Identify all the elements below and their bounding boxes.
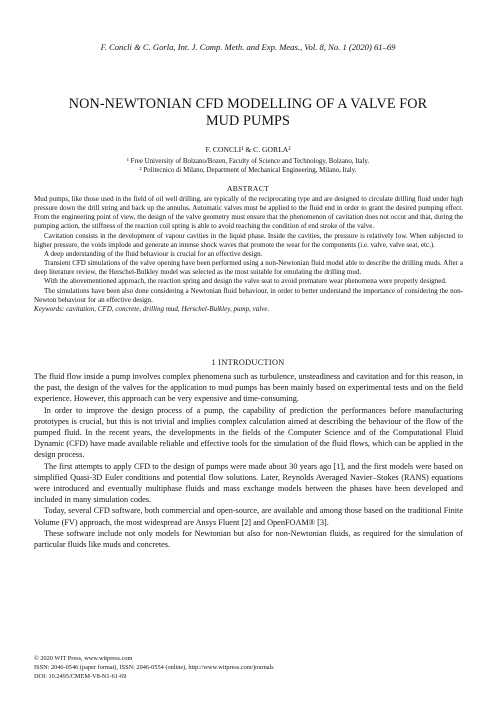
- abstract-paragraph: Mud pumps, like those used in the field of oil well drilling, are typically of the reciprocating type and are designed to circulate drilling fluid under high pressure down the drill string and back up the annulus. Automatic valves must be applied to the fluid end in order to grant the desired pumping effect. From the engineering point of view, the design of the valve geometry must ensure that the phenomenon of cavitation does not occur and that, during the pumping action, the stiffness of the reaction coil spring is able to avoid reaching the condition of end stroke of the valve.: [34, 195, 463, 231]
- abstract-paragraph: The simulations have been also done considering a Newtonian fluid behaviour, in order to better understand the importance of considering the non-Newton behaviour for an effective design.: [34, 286, 463, 304]
- affiliation-2: ² Politecnico di Milano, Department of Mechanical Engineering, Milano, Italy.: [139, 167, 357, 174]
- doi-line: DOI: 10.2495/CMEM-V8-N1-61-69: [34, 673, 127, 680]
- abstract-body: [34, 195, 463, 314]
- abstract-paragraph: Transient CFD simulations of the valve opening have been performed using a non-Newtonian fluid model able to describe the drilling muds. After a deep literature review, the Herschel-Bulkley model was selected as the most suitable for emulating the drilling mud.: [34, 259, 463, 277]
- copyright-line: © 2020 WIT Press, www.witpress.com: [34, 655, 133, 662]
- intro-paragraph: In order to improve the design process of a pump, the capability of prediction the performances before manufacturing prototypes is crucial, but this is not trivial and implies complex calculation aimed at describing the behaviour of the flow of the pumped fluid. In the recent years, the developments in the fields of the Computer Science and of the Computational Fluid Dynamic (CFD) have made available reliable and effective tools for the simulation of the fluid flows, which can be applied in the design process.: [34, 405, 463, 460]
- affiliation-1: ¹ Free University of Bolzano/Bozen, Faculty of Science and Technology, Bolzano, Italy.: [126, 158, 370, 165]
- abstract-paragraph: Cavitation consists in the development of vapour cavities in the liquid phase. Inside the cavities, the pressure is relatively low. When subjected to higher pressure, the voids implode and generate an intense shock waves that promote the wear for the components (i.e. valve, valve seat, etc.).: [34, 231, 463, 249]
- intro-paragraph: Today, several CFD software, both commercial and open-source, are available and among those based on the traditional Finite Volume (FV) approach, the most widespread are Ansys Fluent [2] and OpenFOAM® [3].: [34, 506, 463, 527]
- keywords-line: [34, 305, 463, 314]
- intro-paragraph: The first attempts to apply CFD to the design of pumps were made about 30 years ago [1], and the first models were based on simplified Quasi-3D Euler conditions and potential flow solutions. Later, Reynolds Averaged Navier–Stokes (RANS) equations were introduced and eventually multiphase fluids and mass exchange models between the phases have been developed and included in many simulation codes.: [34, 461, 463, 505]
- abstract-paragraph: With the abovementioned approach, the reaction spring and design the valve seat to avoid premature wear phenomena were properly designed.: [44, 277, 447, 286]
- abstract-heading: ABSTRACT: [226, 184, 270, 193]
- keywords-label: Keywords:: [34, 304, 65, 313]
- paper-title: NON-NEWTONIAN CFD MODELLING OF A VALVE FOR MUD PUMPS: [68, 96, 428, 129]
- keywords-text: cavitation, CFD, concrete, drilling mud, Herschel-Bulkley, pump, valve.: [66, 304, 270, 313]
- issn-line: ISSN: 2046-0546 (paper format), ISSN: 2046-0554 (online), http://www.witpress.com/journals: [34, 664, 274, 671]
- abstract-paragraph: A deep understanding of the fluid behaviour is crucial for an effective design.: [44, 249, 263, 258]
- author-list: F. CONCLI¹ & C. GORLA²: [205, 145, 291, 154]
- section-heading: 1 INTRODUCTION: [211, 358, 285, 367]
- intro-paragraph: The fluid flow inside a pump involves complex phenomena such as turbulence, unsteadiness and cavitation and for this reason, in the past, the design of the valves for the application to mud pumps has been mainly based on experimental tests and on the field experience. However, this approach can be very expensive and time-consuming.: [34, 372, 463, 404]
- introduction-body: [34, 371, 463, 550]
- intro-paragraph: These software include not only models for Newtonian but also for non-Newtonian fluids, as required for the simulation of particular fluids like muds and concretes.: [34, 528, 463, 550]
- page-footer: [34, 654, 463, 681]
- running-head: F. Concli & C. Gorla, Int. J. Comp. Meth. and Exp. Meas., Vol. 8, No. 1 (2020) 61–69: [100, 42, 396, 52]
